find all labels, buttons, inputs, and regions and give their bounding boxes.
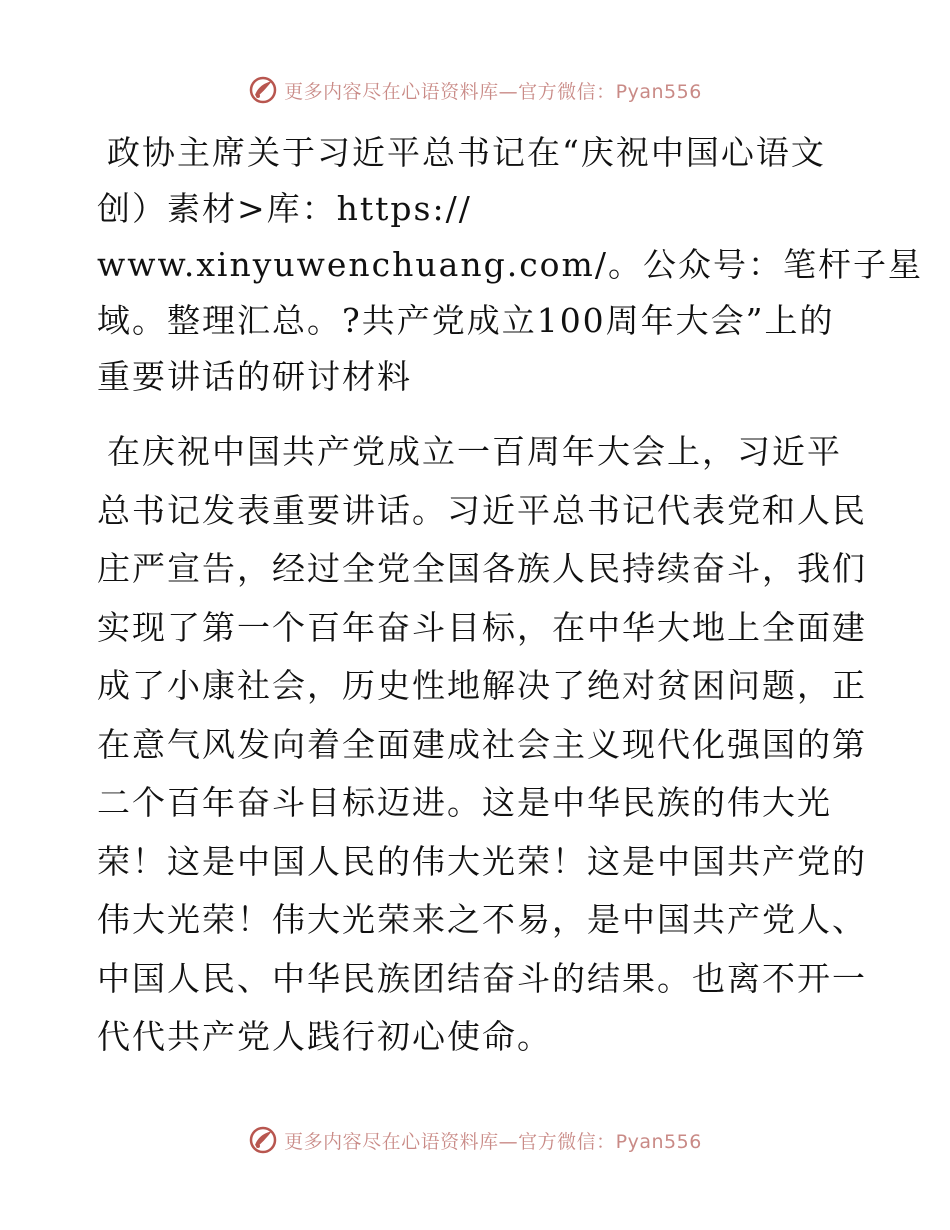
title-line: 重要讲话的研讨材料	[97, 357, 412, 396]
footer-watermark-text: 更多内容尽在心语资料库—官方微信：Pyan556	[284, 1130, 702, 1153]
body-line: 在庆祝中国共产党成立一百周年大会上，习近平	[107, 432, 842, 471]
body-paragraph	[97, 423, 867, 1067]
brush-logo-icon	[248, 75, 278, 105]
body-line: 总书记发表重要讲话。习近平总书记代表党和人民	[97, 490, 867, 530]
body-line: 二个百年奋斗目标迈进。这是中华民族的伟大光	[97, 783, 832, 822]
header-watermark-banner	[0, 70, 950, 110]
body-line: 荣！这是中国人民的伟大光荣！这是中国共产党的	[97, 841, 867, 881]
body-line: 庄严宣告，经过全党全国各族人民持续奋斗，我们	[97, 549, 867, 588]
body-line: 代代共产党人践行初心使命。	[97, 1017, 552, 1056]
footer-watermark-banner	[0, 1120, 950, 1160]
body-line: 在意气风发向着全面建成社会主义现代化强国的第	[97, 724, 867, 764]
title-line: 创）素材>库：https://	[97, 189, 472, 228]
header-watermark-text: 更多内容尽在心语资料库—官方微信：Pyan556	[284, 80, 702, 103]
title-line: www.xinyuwenchuang.com/。公众号：笔杆子星	[97, 245, 923, 284]
body-line: 成了小康社会，历史性地解决了绝对贫困问题，正	[97, 666, 867, 705]
brush-logo-icon	[248, 1125, 278, 1155]
body-line: 伟大光荣！伟大光荣来之不易，是中国共产党人、	[97, 900, 867, 939]
body-line: 实现了第一个百年奋斗目标，在中华大地上全面建	[97, 607, 867, 647]
body-line: 中国人民、中华民族团结奋斗的结果。也离不开一	[97, 958, 867, 998]
document-title	[97, 125, 923, 405]
document-content	[97, 125, 923, 1067]
title-line: 域。整理汇总。?共产党成立100周年大会”上的	[97, 301, 835, 340]
title-line: 政协主席关于习近平总书记在“庆祝中国心语文	[107, 133, 826, 172]
